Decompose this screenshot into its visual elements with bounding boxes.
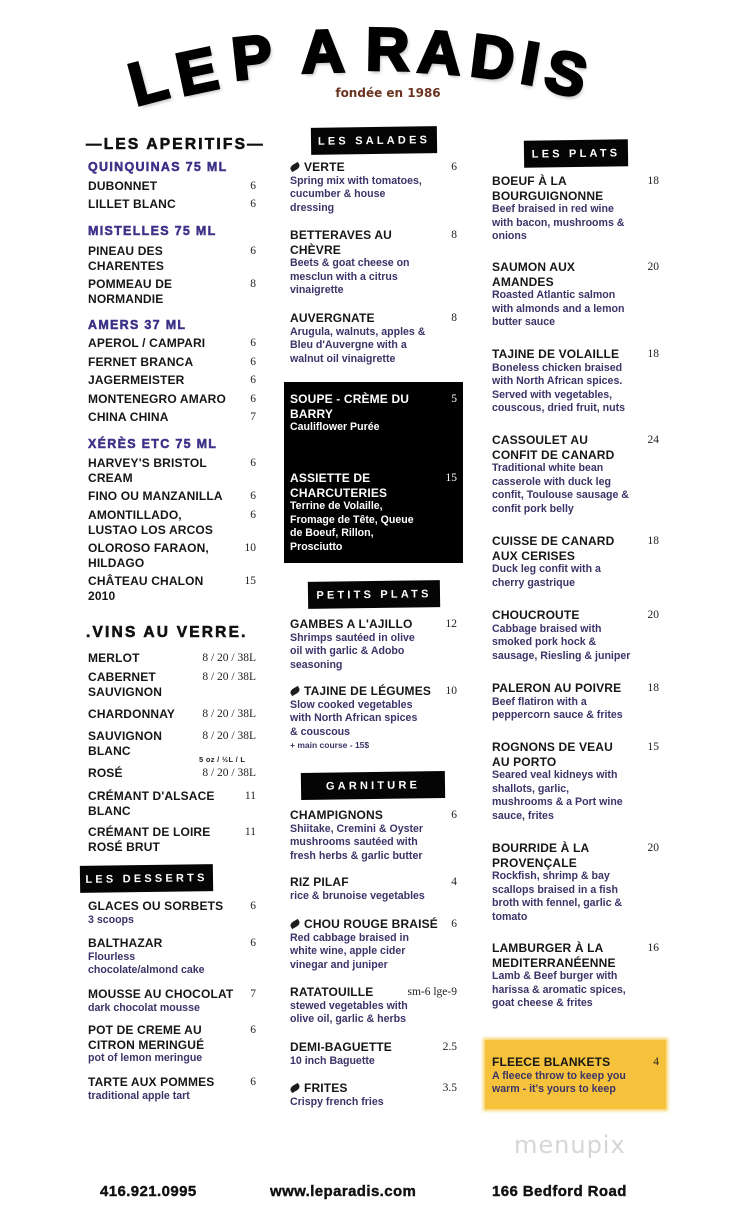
item-price: 8 / 20 / 38L	[202, 730, 256, 742]
item-name-text: DEMI-BAGUETTE	[290, 1040, 392, 1054]
item-name-text: RIZ PILAF	[290, 875, 349, 889]
item-description: Beets & goat cheese on mesclun with a citrus vinaigrette	[290, 257, 410, 297]
menu-item	[88, 936, 256, 978]
item-description: Rockfish, shrimp & bay scallops braised in a fish broth with fennel, garlic & tomato	[492, 870, 623, 923]
item-name	[492, 347, 659, 362]
item-price: 18	[647, 535, 659, 547]
item-name-text: TAJINE DE VOLAILLE	[492, 347, 620, 361]
item-price: 10	[445, 685, 457, 697]
wine-size-note: 5 oz / ½L / L	[199, 755, 246, 764]
menu-item	[88, 336, 256, 351]
salades-banner: LES SALADES	[311, 126, 437, 155]
item-name-text: SAUMON AUX AMANDES	[492, 260, 576, 289]
item-price: 6	[250, 1024, 256, 1036]
menupix-watermark: menupix	[514, 1131, 626, 1159]
item-name	[88, 355, 256, 370]
item-name-text: RATATOUILLE	[290, 985, 374, 999]
aperitif-group-heading: MISTELLES 75 ML	[88, 224, 217, 238]
item-price: 6	[451, 161, 457, 173]
menu-item	[290, 1081, 457, 1109]
item-name-text: AMONTILLADO, LUSTAO LOS ARCOS	[88, 508, 214, 537]
item-name-text: SAUVIGNON BLANC	[88, 729, 163, 758]
item-price: 6	[250, 393, 256, 405]
menu-item	[290, 1040, 457, 1068]
item-name	[88, 489, 256, 504]
item-description: A fleece throw to keep you warm - it's yours to keep	[492, 1069, 626, 1096]
item-name	[492, 681, 659, 696]
founded-subtitle: fondée en 1986	[335, 86, 441, 100]
item-price: sm-6 lge-9	[407, 986, 457, 998]
item-name	[88, 277, 256, 306]
item-name-text: CHOU ROUGE BRAISÉ	[304, 917, 438, 931]
footer-address: 166 Bedford Road	[492, 1183, 627, 1200]
item-price: 6	[250, 374, 256, 386]
item-name-text: CHAMPIGNONS	[290, 808, 383, 822]
item-name	[88, 410, 256, 425]
menu-item	[290, 684, 457, 751]
menu-item	[290, 917, 457, 972]
item-name	[88, 244, 256, 273]
item-description: Spring mix with tomatoes, cucumber & house dressing	[290, 174, 422, 214]
item-name-text: MERLOT	[88, 651, 140, 665]
item-price: 6	[451, 918, 457, 930]
item-price: 20	[647, 261, 659, 273]
item-price: 20	[647, 609, 659, 621]
menu-item	[88, 373, 256, 388]
logo-letter: A	[415, 17, 464, 88]
item-name	[290, 617, 457, 632]
item-description: Lamb & Beef burger with harissa & aromatic spices, goat cheese & frites	[492, 970, 626, 1010]
menu-item	[492, 681, 659, 723]
menu-item	[88, 489, 256, 504]
menu-item	[290, 617, 457, 672]
logo-letter: S	[538, 36, 594, 111]
item-name	[88, 789, 256, 818]
item-price: 11	[244, 790, 256, 802]
menu-item	[492, 841, 659, 925]
wines-title: .VINS AU VERRE.	[86, 624, 248, 641]
item-name	[88, 508, 256, 537]
garniture-banner: GARNITURE	[301, 771, 445, 800]
menu-item	[88, 1075, 256, 1103]
item-name-text: BALTHAZAR	[88, 936, 163, 950]
item-name	[492, 740, 659, 769]
item-price: 6	[250, 509, 256, 521]
item-description: rice & brunoise vegetables	[290, 889, 425, 902]
item-name	[492, 260, 659, 289]
item-description: Cabbage braised with smoked pork hock & sausage, Riesling & juniper	[492, 622, 631, 662]
vegetarian-leaf-icon	[289, 686, 301, 696]
item-price: 8	[451, 229, 457, 241]
item-price: 6	[250, 180, 256, 192]
item-price: 6	[250, 937, 256, 949]
item-name-text: TAJINE DE LÉGUMES	[304, 684, 432, 698]
item-name-text: FRITES	[304, 1081, 348, 1095]
item-price: 15	[244, 575, 256, 587]
item-name-text: CASSOULET AU CONFIT DE CANARD	[492, 433, 615, 462]
item-description: Shiitake, Cremini & Oyster mushrooms sautéed with fresh herbs & garlic butter	[290, 822, 424, 862]
menu-item	[88, 574, 256, 603]
item-name-text: ROSÉ	[88, 766, 123, 780]
item-name	[492, 534, 659, 563]
petits-plats-banner: PETITS PLATS	[308, 580, 440, 609]
item-name-text: BOEUF À LA BOURGUIGNONNE	[492, 174, 604, 203]
item-price: 24	[647, 434, 659, 446]
item-name	[88, 1075, 256, 1090]
item-name-text: POT DE CREME AU CITRON MERINGUÉ	[88, 1023, 205, 1052]
menu-item	[290, 471, 457, 555]
item-name-text: CHÂTEAU CHALON 2010	[88, 574, 204, 603]
item-name-text: LILLET BLANC	[88, 197, 176, 211]
menu-item	[290, 228, 457, 298]
item-name-text: CHARDONNAY	[88, 707, 176, 721]
desserts-banner: LES DESSERTS	[80, 864, 213, 893]
menu-item	[492, 608, 659, 663]
item-name	[290, 875, 457, 890]
item-description: Duck leg confit with a cherry gastrique	[492, 563, 601, 589]
item-name	[290, 160, 457, 175]
item-name-text: AUVERGNATE	[290, 311, 375, 325]
menu-item	[492, 941, 659, 1011]
menu-item	[88, 197, 256, 212]
item-name	[290, 471, 457, 500]
item-price: 4	[451, 876, 457, 888]
item-name-text: HARVEY'S BRISTOL CREAM	[88, 456, 207, 485]
item-price: 8 / 20 / 38L	[202, 652, 256, 664]
item-name	[88, 197, 256, 212]
item-price: 8 / 20 / 38L	[202, 671, 256, 683]
item-price: 2.5	[442, 1041, 457, 1053]
item-name-text: PALERON AU POIVRE	[492, 681, 622, 695]
item-name	[88, 336, 256, 351]
item-name-text: CHOUCROUTE	[492, 608, 580, 622]
item-name	[492, 941, 659, 970]
logo-letter: R	[365, 15, 410, 84]
aperitifs-title: —LES APERITIFS—	[86, 136, 265, 153]
menu-item	[492, 740, 659, 824]
footer-phone[interactable]: 416.921.0995	[100, 1183, 197, 1200]
item-description: stewed vegetables with olive oil, garlic & herbs	[290, 999, 408, 1026]
item-price: 4	[653, 1056, 659, 1068]
item-name	[88, 1023, 256, 1052]
item-name	[492, 1055, 659, 1070]
item-description: Boneless chicken braised with North African spices. Served with vegetables, couscous, dried fruit, nuts	[492, 361, 626, 415]
item-description: Terrine de Volaille, Fromage de Tête, Queue de Boeuf, Rillon, Prosciutto	[290, 500, 414, 553]
item-price: 6	[451, 809, 457, 821]
logo-letter: I	[516, 29, 545, 98]
item-name	[290, 1040, 457, 1055]
menu-item	[290, 808, 457, 863]
item-price: 7	[250, 988, 256, 1000]
item-price: 6	[250, 490, 256, 502]
menu-item	[492, 260, 659, 330]
item-name-text: TARTE AUX POMMES	[88, 1075, 215, 1089]
item-description: Arugula, walnuts, apples & Bleu d'Auvergne with a walnut oil vinaigrette	[290, 325, 426, 365]
item-name	[290, 917, 457, 932]
menu-item	[88, 729, 256, 758]
menu-item	[88, 670, 256, 699]
footer-website[interactable]: www.leparadis.com	[270, 1183, 417, 1200]
item-name-text: POMMEAU DE NORMANDIE	[88, 277, 173, 306]
aperitif-group-heading: XÉRÈS ETC 75 ML	[88, 437, 218, 451]
item-price: 5	[451, 393, 457, 405]
item-name	[492, 433, 659, 462]
item-price: 15	[445, 472, 457, 484]
vegetarian-leaf-icon	[289, 1083, 301, 1093]
item-description: Traditional white bean casserole with duck leg confit, Toulouse sausage & confit pork belly	[492, 462, 629, 515]
item-description: 10 inch Baguette	[290, 1054, 375, 1067]
item-price: 18	[647, 682, 659, 694]
item-name	[492, 841, 659, 870]
item-price: 10	[244, 542, 256, 554]
menu-item	[492, 433, 659, 517]
vegetarian-leaf-icon	[289, 162, 301, 172]
plats-banner: LES PLATS	[524, 139, 628, 167]
item-name	[492, 174, 659, 203]
item-price: 7	[250, 411, 256, 423]
item-name	[88, 541, 256, 570]
item-description: Roasted Atlantic salmon with almonds and a lemon butter sauce	[492, 289, 625, 329]
menu-item	[88, 179, 256, 194]
item-name	[88, 987, 256, 1002]
item-description: Flourless chocolate/almond cake	[88, 950, 205, 977]
item-name	[290, 684, 457, 699]
item-price: 20	[647, 842, 659, 854]
item-name-text: JAGERMEISTER	[88, 373, 185, 387]
item-description: Slow cooked vegetables with North African spices & couscous	[290, 698, 418, 738]
item-name	[290, 228, 457, 257]
item-description: pot of lemon meringue	[88, 1052, 203, 1065]
item-name-text: BOURRIDE À LA PROVENÇALE	[492, 841, 590, 870]
menu-item	[88, 651, 256, 666]
menu-item	[88, 1023, 256, 1066]
item-description: Cauliflower Purée	[290, 421, 380, 434]
menu-item	[492, 347, 659, 416]
item-name-text: FLEECE BLANKETS	[492, 1055, 611, 1069]
item-name-text: MONTENEGRO AMARO	[88, 392, 226, 406]
item-name-text: PINEAU DES CHARENTES	[88, 244, 165, 273]
item-name-text: ASSIETTE DE CHARCUTERIES	[290, 471, 388, 500]
item-name-text: CHINA CHINA	[88, 410, 169, 424]
item-price: 8 / 20 / 38L	[202, 708, 256, 720]
item-name	[290, 1081, 457, 1096]
item-name	[88, 456, 256, 485]
item-price: 16	[647, 942, 659, 954]
logo-letter: L	[121, 44, 175, 119]
logo-letter: A	[299, 17, 346, 86]
item-name-text: MOUSSE AU CHOCOLAT	[88, 987, 234, 1001]
item-name	[88, 392, 256, 407]
item-name	[88, 899, 256, 914]
menu-item	[492, 174, 659, 244]
item-description: Crispy french fries	[290, 1095, 384, 1108]
item-price: 8 / 20 / 38L	[202, 767, 256, 779]
item-price: 6	[250, 900, 256, 912]
item-description: Seared veal kidneys with shallots, garlic, mushrooms & a Port wine sauce, frites	[492, 769, 623, 822]
item-name-text: GLACES OU SORBETS	[88, 899, 224, 913]
item-name-text: SOUPE - CRÈME DU BARRY	[290, 392, 410, 421]
aperitif-group-heading: AMERS 37 ML	[88, 318, 187, 332]
menu-item	[492, 1055, 659, 1097]
item-name-text: VERTE	[304, 160, 345, 174]
item-name	[290, 311, 457, 326]
menu-item	[492, 534, 659, 590]
menu-item	[88, 410, 256, 425]
logo-letter: E	[170, 34, 224, 109]
item-name	[290, 392, 457, 421]
menu-item	[290, 160, 457, 215]
item-description: Red cabbage braised in white wine, apple cider vinegar and juniper	[290, 931, 409, 971]
item-name-text: DUBONNET	[88, 179, 158, 193]
item-price: 6	[250, 337, 256, 349]
item-price: 8	[451, 312, 457, 324]
logo-letter: D	[467, 21, 519, 94]
menu-item	[88, 766, 256, 781]
vegetarian-leaf-icon	[289, 919, 301, 929]
aperitif-group-heading: QUINQUINAS 75 ML	[88, 160, 228, 174]
item-description: 3 scoops	[88, 913, 134, 926]
item-price: 18	[647, 175, 659, 187]
menu-item	[88, 244, 256, 273]
item-note: + main course - 15$	[290, 740, 370, 751]
menu-item	[88, 789, 256, 818]
item-name	[88, 825, 256, 854]
item-description: traditional apple tart	[88, 1089, 190, 1102]
item-description: Shrimps sautéed in olive oil with garlic & Adobo seasoning	[290, 631, 415, 671]
menu-item	[88, 987, 256, 1015]
item-price: 15	[647, 741, 659, 753]
menu-item	[290, 311, 457, 366]
menu-item	[88, 508, 256, 537]
item-name-text: OLOROSO FARAON, HILDAGO	[88, 541, 209, 570]
item-price: 11	[244, 826, 256, 838]
menu-item	[88, 456, 256, 485]
item-description: Beef flatiron with a peppercorn sauce & frites	[492, 695, 623, 722]
item-name-text: ROGNONS DE VEAU AU PORTO	[492, 740, 613, 769]
item-price: 6	[250, 356, 256, 368]
menu-item	[88, 825, 256, 854]
item-name-text: GAMBES A L'AJILLO	[290, 617, 413, 631]
menu-item	[88, 541, 256, 570]
item-name	[290, 808, 457, 823]
item-name	[88, 936, 256, 951]
menu-item	[290, 392, 457, 435]
menu-item	[88, 277, 256, 306]
menu-item	[88, 899, 256, 927]
item-name-text: FINO OU MANZANILLA	[88, 489, 223, 503]
menu-item	[88, 392, 256, 407]
menu-item	[290, 985, 457, 1027]
item-price: 18	[647, 348, 659, 360]
item-description: dark chocolat mousse	[88, 1001, 200, 1014]
item-price: 6	[250, 198, 256, 210]
menu-item	[290, 875, 457, 903]
menu-item	[88, 355, 256, 370]
item-price: 6	[250, 1076, 256, 1088]
item-name-text: CRÉMANT DE LOIRE ROSÉ BRUT	[88, 825, 211, 854]
item-price: 6	[250, 245, 256, 257]
item-name-text: CUISSE DE CANARD AUX CERISES	[492, 534, 615, 563]
item-name-text: BETTERAVES AU CHÈVRE	[290, 228, 392, 257]
item-name-text: FERNET BRANCA	[88, 355, 194, 369]
item-name	[492, 608, 659, 623]
item-name	[88, 574, 256, 603]
item-name	[88, 373, 256, 388]
menu-item	[88, 707, 256, 722]
item-name-text: APEROL / CAMPARI	[88, 336, 206, 350]
item-name-text: LAMBURGER À LA MEDITERRANÉENNE	[492, 941, 616, 970]
item-description: Beef braised in red wine with bacon, mushrooms & onions	[492, 203, 625, 243]
item-price: 6	[250, 457, 256, 469]
item-name-text: CRÉMANT D'ALSACE BLANC	[88, 789, 215, 818]
logo-letter: P	[228, 22, 276, 93]
item-price: 12	[445, 618, 457, 630]
item-name	[88, 179, 256, 194]
item-price: 3.5	[442, 1082, 457, 1094]
item-name-text: CABERNET SAUVIGNON	[88, 670, 163, 699]
item-price: 8	[250, 278, 256, 290]
